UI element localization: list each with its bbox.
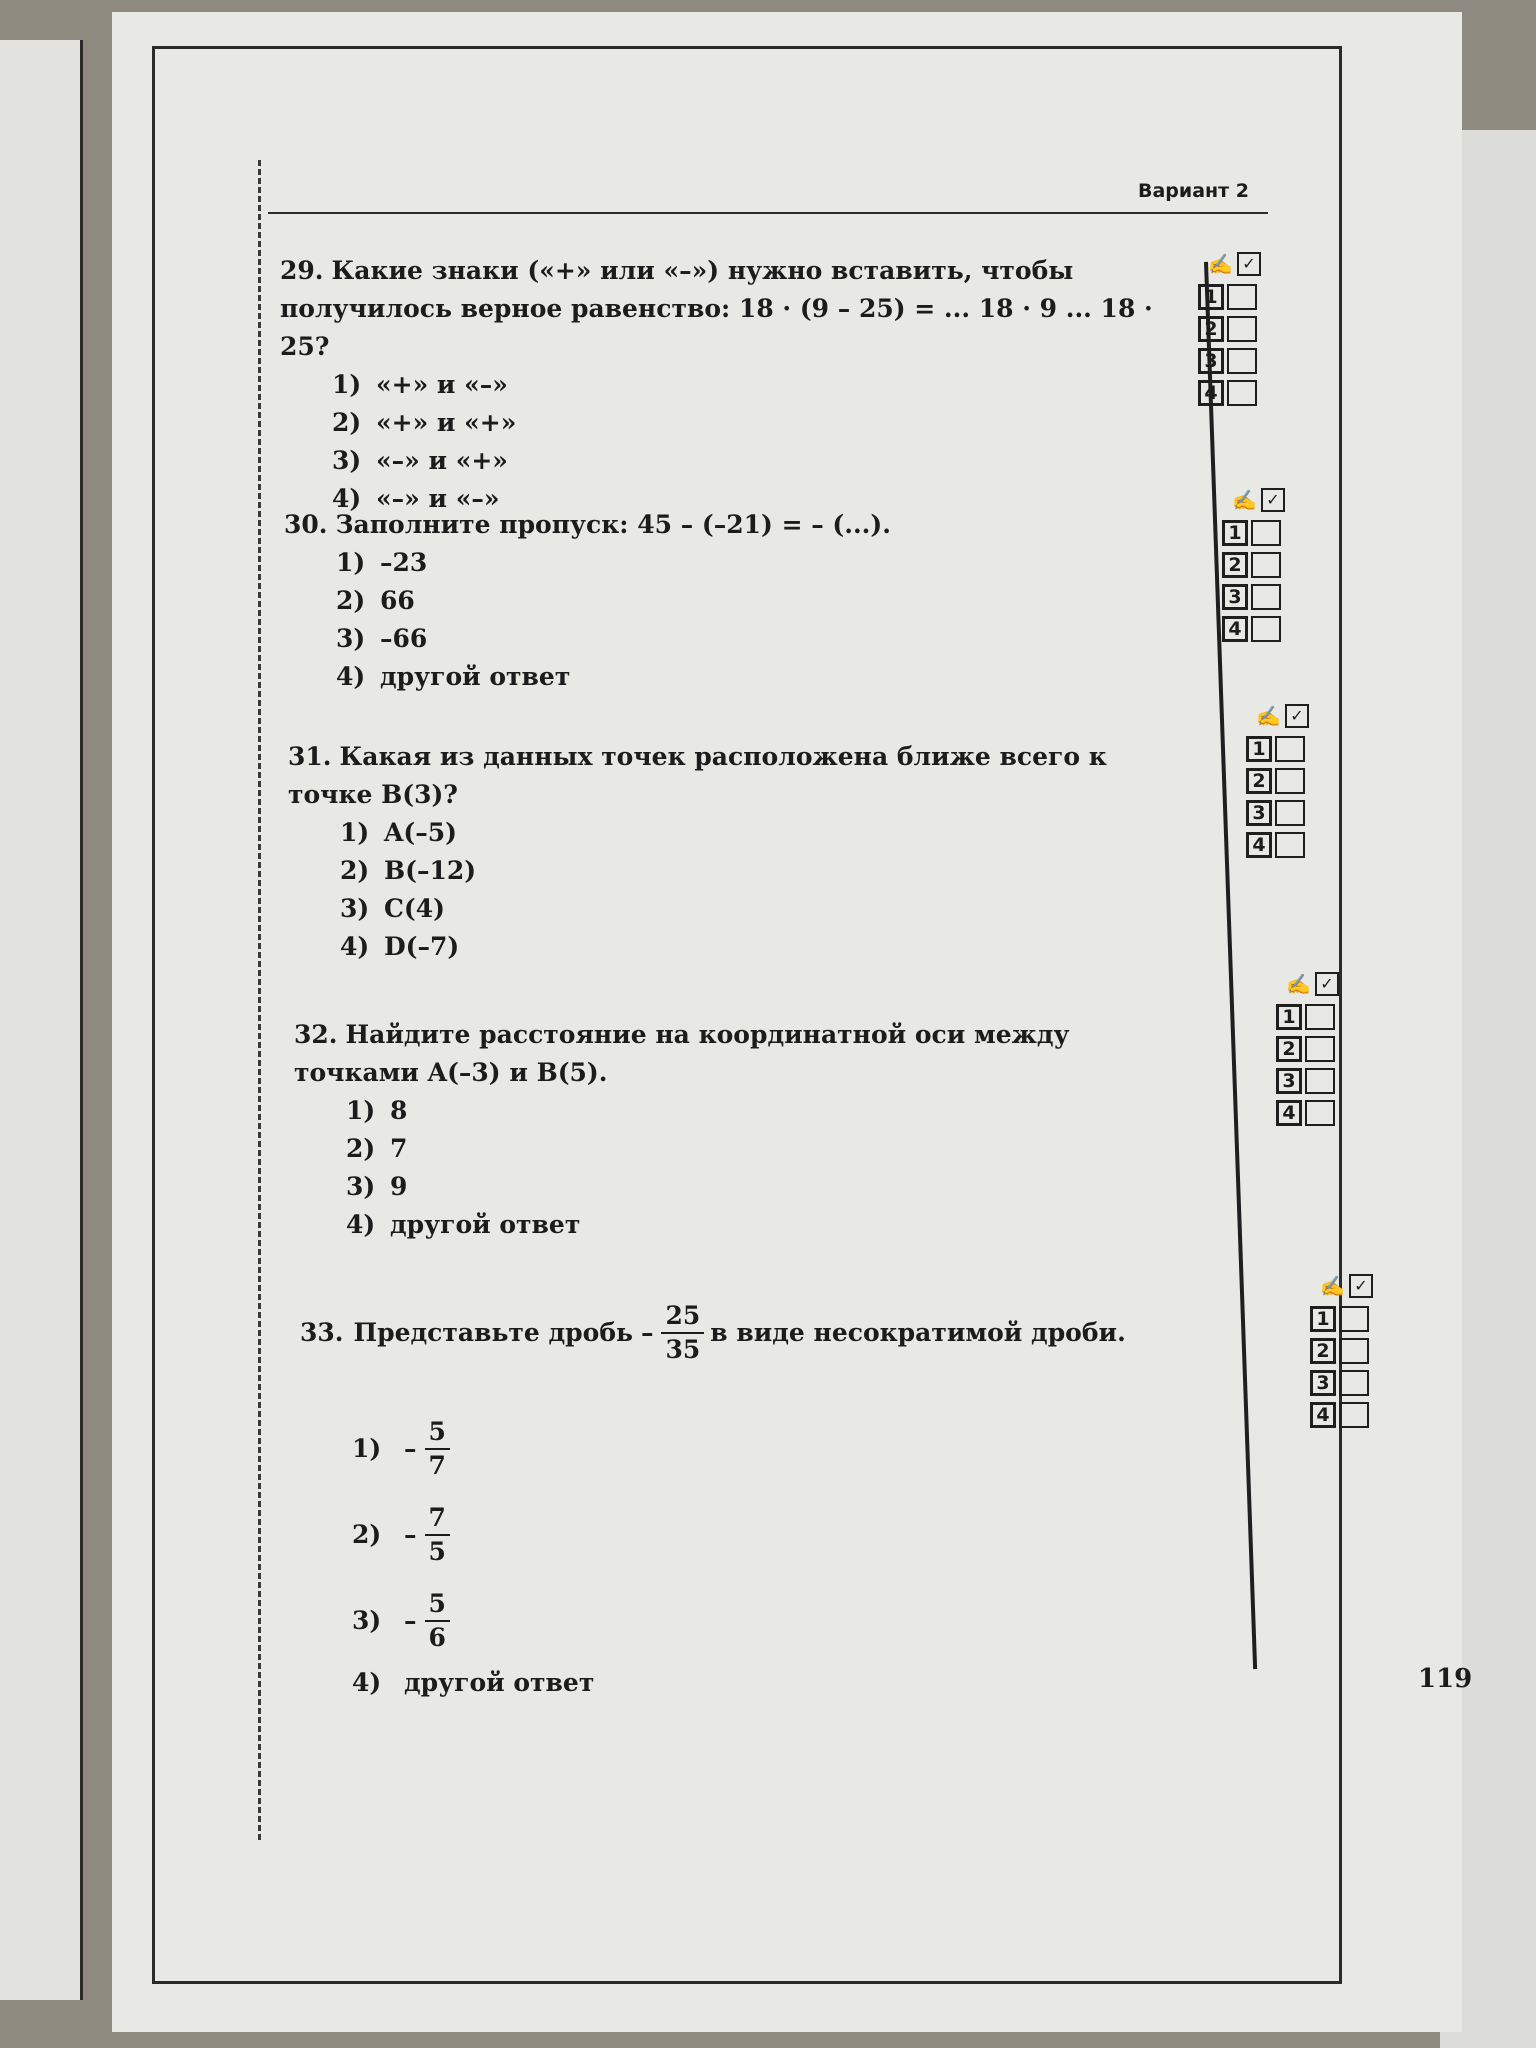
option-number: 3) (336, 624, 366, 653)
option (280, 404, 1180, 442)
option-number: 3) (340, 894, 370, 923)
question-body-end: в виде несократимой дроби. (710, 1318, 1126, 1347)
answer-box-33 (1310, 1272, 1382, 1428)
option (288, 814, 1188, 852)
option (284, 582, 1184, 620)
answer-option-number: 1 (1276, 1004, 1302, 1030)
answer-option-number: 4 (1246, 832, 1272, 858)
answer-checkbox[interactable] (1305, 1004, 1335, 1030)
fraction-denominator: 35 (665, 1335, 701, 1364)
question-text (280, 252, 1180, 366)
answer-option-row[interactable] (1276, 1036, 1348, 1062)
question-number: 31. (288, 742, 332, 771)
fraction (425, 1416, 450, 1482)
answer-option-number: 4 (1310, 1402, 1336, 1428)
fraction (425, 1502, 450, 1568)
answer-box-header (1246, 702, 1318, 730)
question-body: Представьте дробь (353, 1318, 633, 1347)
pen-icon: ✍ (1232, 488, 1257, 512)
option (300, 1406, 1126, 1492)
fraction-sign: – (640, 1318, 654, 1347)
answer-box-31 (1246, 702, 1318, 858)
option-number: 1) (336, 548, 366, 577)
answer-option-row[interactable] (1276, 1004, 1348, 1030)
answer-checkbox[interactable] (1251, 520, 1281, 546)
checkmark-icon: ✓ (1261, 488, 1285, 512)
option-number: 1) (332, 370, 362, 399)
question-30 (284, 506, 1184, 696)
answer-option-row[interactable] (1222, 552, 1294, 578)
option-number: 3) (332, 446, 362, 475)
answer-checkbox[interactable] (1227, 284, 1257, 310)
question-body: Какие знаки («+» или «–») нужно вставить, чтобы получилось верное равенство: 18 · (9 – 25) = ... 18 · 9 ... 18 · 25? (280, 256, 1153, 361)
option-number: 3) (352, 1606, 382, 1635)
variant-label: Вариант 2 (1138, 180, 1250, 202)
header-rule (268, 212, 1268, 214)
answer-checkbox[interactable] (1275, 832, 1305, 858)
option-text: другой ответ (390, 1210, 581, 1239)
question-31 (288, 738, 1188, 966)
option (280, 366, 1180, 404)
answer-checkbox[interactable] (1251, 552, 1281, 578)
fraction-sign: – (404, 1520, 417, 1549)
option (288, 852, 1188, 890)
option-number: 2) (346, 1134, 376, 1163)
option-text: D(–7) (384, 932, 460, 961)
option-text: «–» и «+» (376, 446, 508, 475)
answer-option-row[interactable] (1246, 768, 1318, 794)
option (284, 658, 1184, 696)
answer-checkbox[interactable] (1339, 1338, 1369, 1364)
option-text: B(–12) (384, 856, 477, 885)
answer-box-header (1276, 970, 1348, 998)
answer-checkbox[interactable] (1275, 800, 1305, 826)
fraction-denominator: 7 (428, 1451, 446, 1480)
option-number: 3) (346, 1172, 376, 1201)
answer-box-header (1222, 486, 1294, 514)
option-text: «+» и «+» (376, 408, 517, 437)
answer-option-number: 4 (1276, 1100, 1302, 1126)
answer-option-row[interactable] (1246, 800, 1318, 826)
option-text: 66 (380, 586, 415, 615)
option-number: 4) (346, 1210, 376, 1239)
answer-checkbox[interactable] (1339, 1306, 1369, 1332)
answer-checkbox[interactable] (1339, 1370, 1369, 1396)
answer-checkbox[interactable] (1275, 768, 1305, 794)
answer-box-32 (1276, 970, 1348, 1126)
question-text (284, 506, 1184, 544)
option-number: 2) (352, 1520, 382, 1549)
answer-option-row[interactable] (1310, 1370, 1382, 1396)
pen-icon: ✍ (1208, 252, 1233, 276)
option-number: 2) (340, 856, 370, 885)
fraction-numerator: 5 (425, 1588, 450, 1622)
option-text: A(–5) (384, 818, 457, 847)
option (294, 1130, 1194, 1168)
option (280, 442, 1180, 480)
answer-option-number: 1 (1198, 284, 1224, 310)
option-number: 4) (336, 662, 366, 691)
option-text: –23 (380, 548, 428, 577)
answer-option-row[interactable] (1222, 616, 1294, 642)
answer-option-row[interactable] (1198, 380, 1270, 406)
answer-option-row[interactable] (1246, 832, 1318, 858)
option-text: C(4) (384, 894, 445, 923)
answer-option-row[interactable] (1198, 316, 1270, 342)
checkmark-icon: ✓ (1285, 704, 1309, 728)
option (300, 1492, 1126, 1578)
option (288, 928, 1188, 966)
question-text (294, 1016, 1194, 1092)
answer-option-number: 4 (1222, 616, 1248, 642)
cut-line (258, 160, 261, 1840)
question-body: Заполните пропуск: 45 – (–21) = – (...). (335, 510, 891, 539)
question-body: Какая из данных точек расположена ближе всего к точке B(3)? (288, 742, 1107, 809)
answer-checkbox[interactable] (1305, 1036, 1335, 1062)
question-text (288, 738, 1188, 814)
pen-icon: ✍ (1256, 704, 1281, 728)
answer-option-number: 3 (1246, 800, 1272, 826)
question-number: 30. (284, 510, 328, 539)
answer-option-number: 1 (1246, 736, 1272, 762)
question-number: 29. (280, 256, 324, 285)
option-number: 1) (340, 818, 370, 847)
option-text: «+» и «–» (376, 370, 508, 399)
answer-option-row[interactable] (1276, 1068, 1348, 1094)
answer-option-number: 2 (1310, 1338, 1336, 1364)
answer-option-row[interactable] (1276, 1100, 1348, 1126)
answer-option-number: 3 (1198, 348, 1224, 374)
answer-checkbox[interactable] (1339, 1402, 1369, 1428)
option (294, 1092, 1194, 1130)
question-number: 32. (294, 1020, 338, 1049)
answer-option-number: 2 (1198, 316, 1224, 342)
question-29 (280, 252, 1180, 518)
answer-option-row[interactable] (1198, 348, 1270, 374)
fraction-numerator: 25 (661, 1300, 704, 1334)
answer-checkbox[interactable] (1251, 616, 1281, 642)
fraction-sign: – (404, 1606, 417, 1635)
option (288, 890, 1188, 928)
answer-checkbox[interactable] (1305, 1100, 1335, 1126)
adjacent-page (0, 40, 83, 2000)
question-text (300, 1300, 1126, 1366)
option-number: 4) (332, 484, 362, 513)
fraction (661, 1300, 704, 1366)
answer-option-number: 4 (1198, 380, 1224, 406)
answer-checkbox[interactable] (1227, 316, 1257, 342)
option (284, 620, 1184, 658)
option-number: 4) (340, 932, 370, 961)
answer-option-number: 2 (1276, 1036, 1302, 1062)
option-text: –66 (380, 624, 428, 653)
option-text: другой ответ (380, 662, 571, 691)
answer-option-number: 3 (1310, 1370, 1336, 1396)
answer-option-row[interactable] (1198, 284, 1270, 310)
answer-option-number: 2 (1222, 552, 1248, 578)
option (294, 1168, 1194, 1206)
question-number: 33. (300, 1318, 344, 1347)
option-number: 1) (352, 1434, 382, 1463)
option-text: 7 (390, 1134, 408, 1163)
answer-box-29 (1198, 250, 1270, 406)
answer-option-number: 1 (1310, 1306, 1336, 1332)
answer-option-number: 3 (1276, 1068, 1302, 1094)
option-text: 8 (390, 1096, 408, 1125)
answer-option-row[interactable] (1246, 736, 1318, 762)
option-number: 2) (332, 408, 362, 437)
answer-box-header (1310, 1272, 1382, 1300)
answer-checkbox[interactable] (1251, 584, 1281, 610)
fraction-denominator: 6 (428, 1623, 446, 1652)
checkmark-icon: ✓ (1315, 972, 1339, 996)
answer-checkbox[interactable] (1227, 348, 1257, 374)
checkmark-icon: ✓ (1349, 1274, 1373, 1298)
answer-box-30 (1222, 486, 1294, 642)
question-body: Найдите расстояние на координатной оси между точками A(–3) и B(5). (294, 1020, 1070, 1087)
fraction-numerator: 7 (425, 1502, 450, 1536)
answer-checkbox[interactable] (1275, 736, 1305, 762)
page-number: 119 (1418, 1664, 1473, 1694)
option-number: 2) (336, 586, 366, 615)
fraction-denominator: 5 (428, 1537, 446, 1566)
pen-icon: ✍ (1320, 1274, 1345, 1298)
pen-icon: ✍ (1286, 972, 1311, 996)
fraction-sign: – (404, 1434, 417, 1463)
option-text: другой ответ (404, 1668, 595, 1697)
option (300, 1664, 1126, 1702)
option-number: 1) (346, 1096, 376, 1125)
answer-box-header (1198, 250, 1270, 278)
answer-option-row[interactable] (1310, 1306, 1382, 1332)
question-32 (294, 1016, 1194, 1244)
answer-option-number: 2 (1246, 768, 1272, 794)
option-number: 4) (352, 1668, 382, 1697)
option (294, 1206, 1194, 1244)
answer-option-number: 3 (1222, 584, 1248, 610)
answer-checkbox[interactable] (1227, 380, 1257, 406)
option-text: «–» и «–» (376, 484, 500, 513)
answer-option-row[interactable] (1222, 584, 1294, 610)
option-text: 9 (390, 1172, 408, 1201)
option (300, 1578, 1126, 1664)
question-33 (300, 1300, 1126, 1702)
answer-checkbox[interactable] (1305, 1068, 1335, 1094)
option (284, 544, 1184, 582)
fraction-numerator: 5 (425, 1416, 450, 1450)
answer-option-row[interactable] (1222, 520, 1294, 546)
checkmark-icon: ✓ (1237, 252, 1261, 276)
answer-option-row[interactable] (1310, 1402, 1382, 1428)
fraction (425, 1588, 450, 1654)
answer-option-number: 1 (1222, 520, 1248, 546)
answer-option-row[interactable] (1310, 1338, 1382, 1364)
